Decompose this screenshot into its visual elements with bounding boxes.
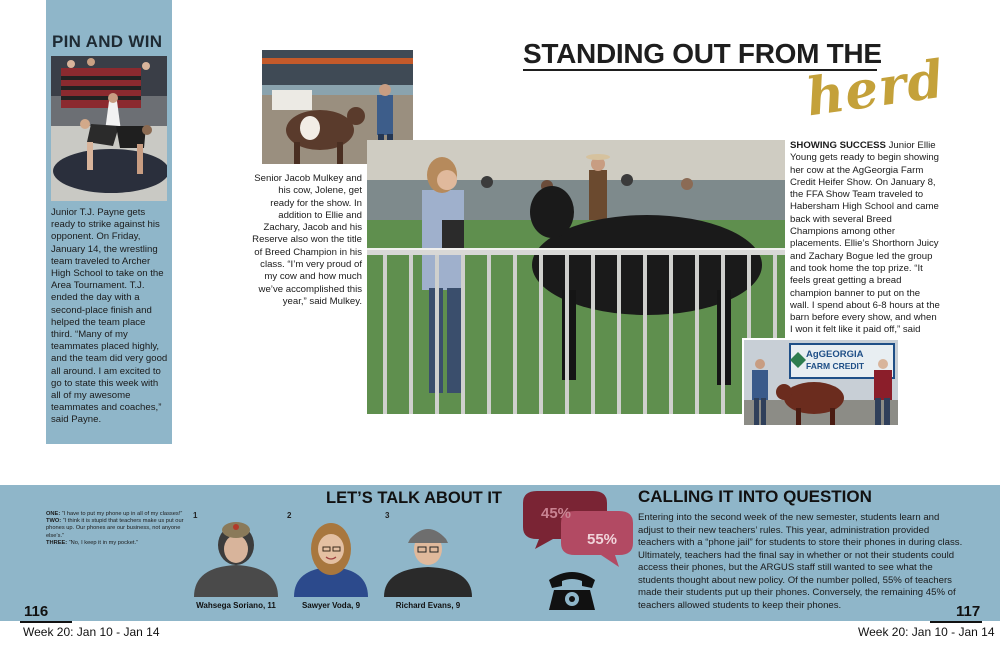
right-week-label: Week 20: Jan 10 - Jan 14 xyxy=(858,625,995,639)
stat-a-value: 45% xyxy=(541,505,572,522)
ellie-caption-lead: SHOWING SUCCESS xyxy=(790,140,886,151)
ellie-caption xyxy=(790,140,940,349)
fence-rails xyxy=(367,255,785,414)
calling-title: CALLING IT INTO QUESTION xyxy=(638,487,872,506)
quote-one-label: ONE: xyxy=(46,511,61,517)
jacob-caption: Senior Jacob Mulkey and his cow, Jolene, get ready for the show. In addition to Ellie and Zachary, Jacob and his Reserve also won the title of Breed Champion in his class. “I’m very proud of my cow and how much we’ve accomplished this year,” said Mulkey. xyxy=(252,173,362,307)
feature-headline-script: herd xyxy=(802,48,949,129)
right-page-rule xyxy=(930,621,982,623)
pin-and-win-caption: Junior T.J. Payne gets ready to strike against his opponent. On Friday, January 14, the wrestling team traveled to Archer High School to take on the Area Tournament. T.J. ended the day with a second-place finish and helped the team place third. “Many of my teammates placed highly, and the team did very good all around. I am excited to go to state this week with all of my awesome teammates and coaches,” said Payne. xyxy=(51,207,168,426)
quote-three-label: THREE: xyxy=(46,539,68,546)
left-page-number: 116 xyxy=(24,603,49,620)
stat-bubbles xyxy=(515,489,633,569)
wrestling-photo xyxy=(51,56,167,201)
banner-text-line1: AgGEORGIA xyxy=(806,349,864,360)
lets-talk-quotes xyxy=(46,511,186,547)
student-2-number: 2 xyxy=(287,511,292,520)
ellie-show-photo xyxy=(367,140,785,414)
student-1-number: 1 xyxy=(193,511,198,520)
student-2-photo xyxy=(290,515,372,597)
lets-talk-title: LET’S TALK ABOUT IT xyxy=(326,489,502,507)
pin-and-win-title: PIN AND WIN xyxy=(52,32,163,51)
left-week-label: Week 20: Jan 10 - Jan 14 xyxy=(23,625,160,639)
student-1-name: Wahsega Soriano, 11 xyxy=(196,601,276,610)
quote-two xyxy=(46,518,186,540)
banner-text-line2: FARM CREDIT xyxy=(806,361,865,371)
quote-one-text: “I have to put my phone up in all of my classes!” xyxy=(60,511,183,517)
quote-three-text: “No, I keep it in my pocket.” xyxy=(67,539,138,546)
quote-two-label: TWO: xyxy=(46,518,62,525)
telephone-icon xyxy=(546,566,598,612)
student-3-number: 3 xyxy=(385,511,390,520)
banner-photo xyxy=(742,338,900,427)
student-3-photo xyxy=(380,515,476,597)
ellie-caption-body: Junior Ellie Young gets ready to begin showing her cow at the AgGeorgia Farm Credit Heifer Show. On January 8, the FFA Show Team traveled to Habersham High School and came back with several Breed Champions among other placements. Ellie’s Shorthorn Juicy and Zachary Bogue led the group and took home the top prize. “It feels great getting a bread champion banner to put on the wall. I spend about 6-8 hours at the barn before every show, and when I won it felt like it paid off,” said xyxy=(790,140,940,336)
student-1-photo xyxy=(190,515,282,597)
feature-headline: STANDING OUT FROM THE xyxy=(523,38,882,69)
quote-one xyxy=(46,511,186,518)
student-2-name: Sawyer Voda, 9 xyxy=(301,601,361,610)
left-page-rule xyxy=(20,621,72,623)
student-3-name: Richard Evans, 9 xyxy=(395,601,461,610)
stat-b-value: 55% xyxy=(587,531,618,548)
calling-body: Entering into the second week of the new semester, students learn and adjust to their new teachers’ rules. This year, administration provided teachers with a “phone jail” for students to store their phones in during class. Ultimately, teachers had the final say in whether or not their students could access their phones, but the ARGUS staff still wanted to see what the students thought about new policy. Of the number polled, 55% of teachers made their students put up their phones. Conversely, the remaining 45% of teachers allowed students to keep their phones. xyxy=(638,512,963,611)
quote-two-text: “I think it is stupid that teachers make us put our phones up. Our phones are our business, not anyone else’s.” xyxy=(46,518,184,539)
quote-three xyxy=(46,540,186,547)
right-page-number: 117 xyxy=(956,603,981,620)
